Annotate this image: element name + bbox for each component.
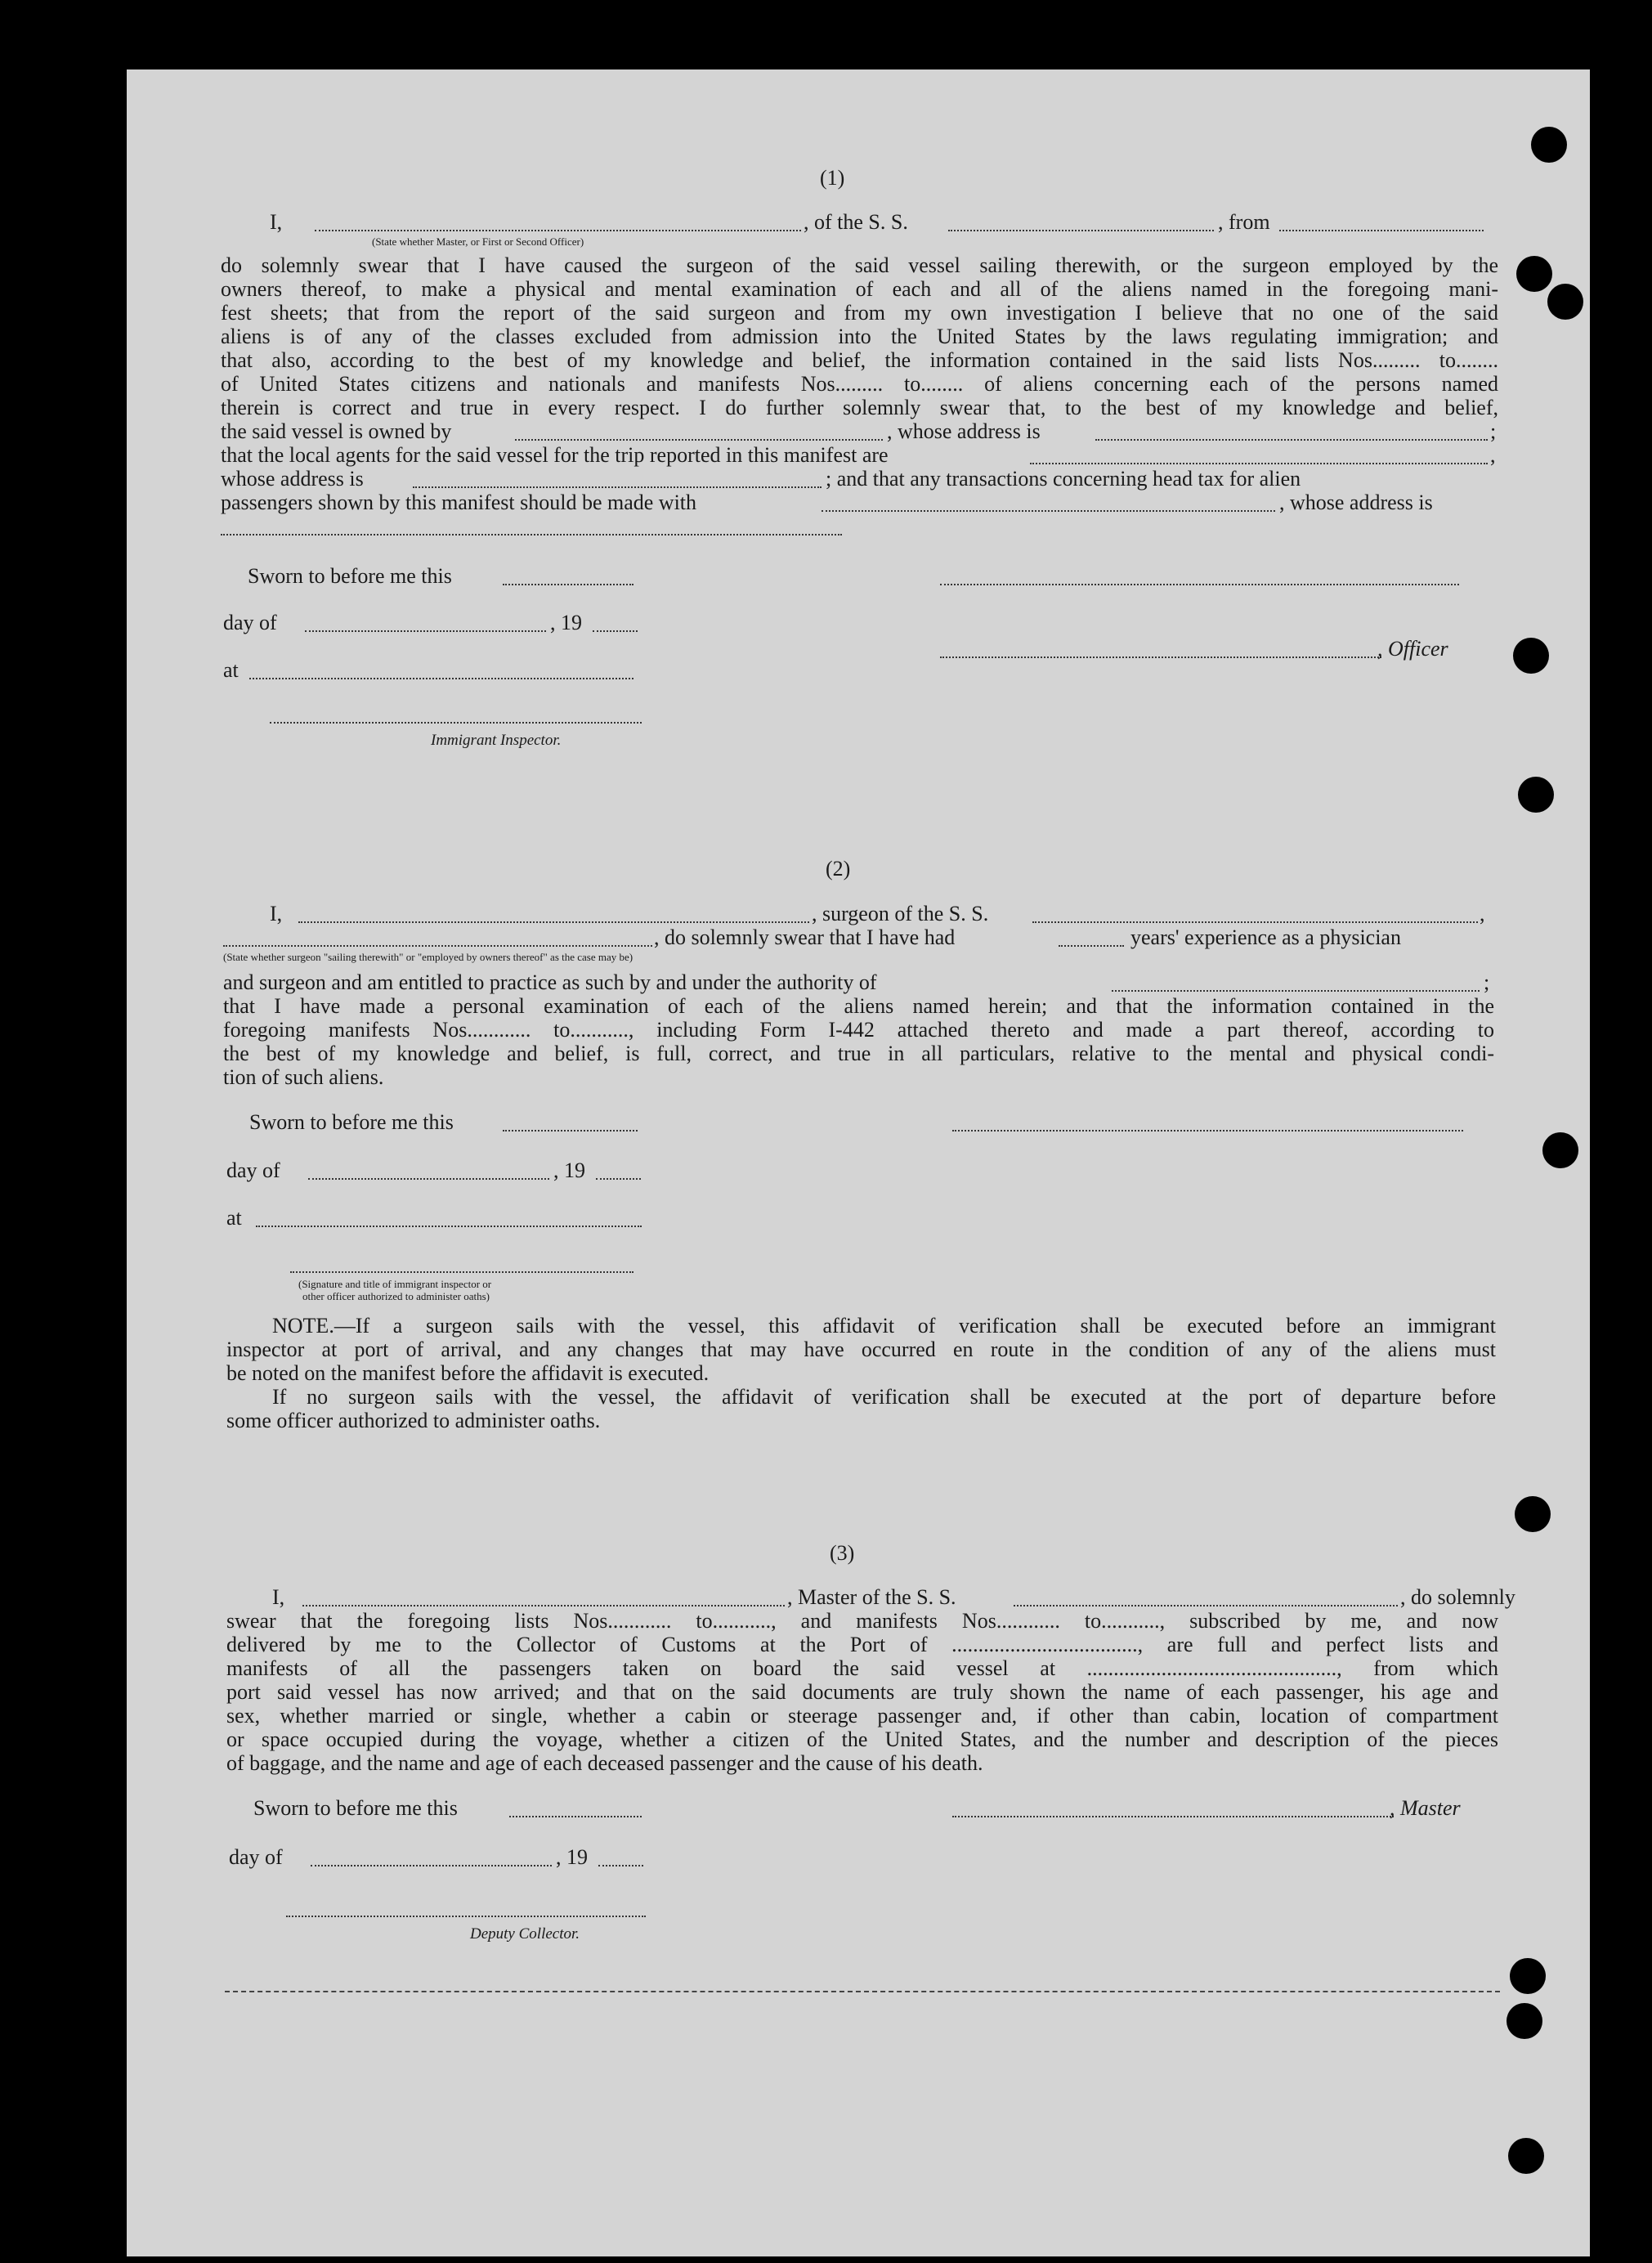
entitled-label: and surgeon and am entitled to practice as such by and under the authority of [223,970,877,994]
sworn-label: Sworn to before me this [249,1110,454,1134]
do-solemnly-label: , do solemnly swear that I have had [654,925,956,949]
signature-hint: other officer authorized to administer oaths) [302,1290,490,1302]
day-of-field[interactable] [308,1178,549,1180]
body-line: or space occupied during the voyage, whether a citizen of the United States, and the number and description of the pieces [226,1727,1498,1751]
year-label: , 19 [553,1158,585,1182]
officer-label: , Officer [1377,637,1448,661]
surgeon-name-field[interactable] [298,921,809,923]
head-tax-label: ; and that any transactions concerning head tax for alien [826,467,1301,491]
manifest-page: (1) I, (State whether Master, or First or Second Officer) , of the S. S. , from do solemnly swear that I have caused the surgeon of the said vessel sailing therewith, or the surgeon employed by the owners thereof, to make a physical and mental examination of each and all of the aliens named in the foregoing mani- fest sheets; that from the report of the said surgeon and from my own investigation I believe that no one of the said aliens is of any of the classes excluded from admission into the United States by the laws regulating immigration; and that also, according to the best of my knowledge and belief, the information contained in the said lists Nos......... to........ of United States citizens and nationals and manifests Nos......... to........ of aliens concerning each of the persons named therein is correct and true in every respect. I do further solemnly swear that, to the best of my knowledge and belief, the said vessel is owned by , whose address is ; that the local agents for the said vessel for the trip reported in this manifest are , whose address is ; and that any transactions concerning head tax for alien passengers shown by this manifest should be made with , whose address is Sworn to before me this day of , 19 , Officer at Immigrant Inspector. (2) I, , surgeon of the S. S. , , do solemnly swear that I have had years' experience as a physician (State whether surgeon "sailing therewith" or "employed by owners thereof" as the case may be) and surgeon and am entitled to practice as such by and under the authority of ; that I have made a personal examination of each of the aliens named herein; and that the information contained in the foregoing manifests Nos............ to..........., including Form I-442 attached thereto and made a part thereof, according to the best of my knowledge and belief, is full, correct, and true in all particulars, relative to the mental and physical condi- tion of such aliens. Sworn to before me this day of , 19 at (Signature and title of immigrant inspector or other officer authorized to administer oaths) NOTE.—If a surgeon sails with the vessel, this affidavit of verification shall be executed before an immigrant inspector at port of arrival, and any changes that may have occurred en route in the condition of any of the aliens must be noted on the manifest before the affidavit is executed. If no surgeon sails with the vessel, the affidavit of verification shall be executed at the port of departure before some officer authorized to administer oaths. (3) I, , Master of the S. S. , do solemnly swear that the foregoing lists Nos............ to..........., and manifests Nos............ to..........., subscribed by me, and now delivered by me to the Collector of Customs at the Port of ..................................., are full and perfect lists and manifests of all the passengers taken on board the said vessel at ..............................................., from which port said vessel has now arrived; and that on the said documents are truly shown the name of each passenger, his age and sex, whether married or single, whether a cabin or steerage passenger and, if other than cabin, location of compartment or space occupied during the voyage, whether a citizen of the United States, and the number and description of the pieces of baggage, and the name and age of each deceased passenger and the cause of his death. Sworn to before me this , Master day of , 19 Deputy Collector. [127,69,1590,2256]
punch-hole [1506,2003,1542,2039]
master-label: , Master [1390,1796,1461,1820]
deputy-signature-field[interactable] [286,1916,646,1917]
year-field[interactable] [598,1865,643,1866]
punch-hole [1513,638,1549,674]
pledge-prefix: I, [270,902,283,925]
signature-field[interactable] [290,1271,633,1273]
passengers-label: passengers shown by this manifest should be made with [221,491,697,514]
owner-address-field[interactable] [1095,439,1488,441]
body-line: port said vessel has now arrived; and that on the said documents are truly shown the name of each passenger, his age and [226,1680,1498,1704]
punch-hole [1516,256,1552,292]
year-label: , 19 [556,1845,588,1869]
body-line: aliens is of any of the classes excluded from admission into the United States by the laws regulating immigration; and [221,325,1498,348]
master-name-field[interactable] [302,1605,785,1607]
body-line: swear that the foregoing lists Nos............ to..........., and manifests Nos............ to..........., subscribed by me, and now [226,1609,1498,1633]
at-field[interactable] [249,678,633,679]
bottom-rule [225,1991,1500,1992]
pledge-prefix: I, [272,1585,285,1609]
note-line: be noted on the manifest before the affidavit is executed. [226,1361,710,1385]
master-ss-label: , Master of the S. S. [787,1585,956,1609]
surgeon-signature-field[interactable] [952,1130,1463,1132]
do-solemnly-label: , do solemnly [1400,1585,1515,1609]
day-of-field[interactable] [305,630,546,632]
body-line: the best of my knowledge and belief, is full, correct, and true in all particulars, relative to the mental and physical condi- [223,1042,1494,1065]
ship-name-field-2[interactable] [1032,921,1478,923]
officer-name-field[interactable] [315,230,801,231]
body-line: tion of such aliens. [223,1065,384,1089]
inspector-signature-field[interactable] [270,722,642,724]
officer-title-field[interactable] [940,656,1381,658]
from-port-field[interactable] [1279,230,1484,231]
section-number: (3) [830,1541,855,1565]
signature-hint: (Signature and title of immigrant inspector or [298,1278,492,1290]
punch-hole [1542,1132,1578,1168]
sworn-label: Sworn to before me this [253,1796,458,1820]
master-signature-field[interactable] [952,1816,1394,1817]
punch-hole [1547,284,1583,320]
year-field[interactable] [596,1178,641,1180]
local-agents-label: that the local agents for the said vessel for the trip reported in this manifest are [221,443,889,467]
authority-field[interactable] [1112,990,1480,992]
years-exp-label: years' experience as a physician [1130,925,1401,949]
inspector-label: Immigrant Inspector. [431,732,562,749]
punch-hole [1515,1496,1551,1532]
day-of-label: day of [226,1158,280,1182]
agent-address-label: whose address is [221,467,364,491]
body-line: therein is correct and true in every respect. I do further solemnly swear that, to the best of my knowledge and belief, [221,396,1498,419]
note-line: If no surgeon sails with the vessel, the affidavit of verification shall be executed at the port of departure before [272,1385,1496,1409]
punch-hole [1508,2138,1544,2174]
year-field[interactable] [593,630,638,632]
officer-signature-field[interactable] [940,584,1459,585]
at-label: at [223,658,239,682]
state-hint: (State whether surgeon "sailing therewith" or "employed by owners thereof" as the case may be) [223,951,633,963]
of-ss-label: , of the S. S. [804,210,908,234]
body-line: of baggage, and the name and age of each deceased passenger and the cause of his death. [226,1751,983,1775]
ship-name-field[interactable] [948,230,1214,231]
punch-hole [1510,1958,1546,1994]
years-field[interactable] [1059,945,1124,947]
ship-name-field-3[interactable] [1014,1605,1398,1607]
pledge-prefix: I, [270,210,283,234]
note-line: NOTE.—If a surgeon sails with the vessel, this affidavit of verification shall be executed before an immigrant [272,1314,1496,1338]
state-hint: (State whether Master, or First or Second Officer) [372,235,584,248]
surgeon-ss-label: , surgeon of the S. S. [812,902,989,925]
body-line: manifests of all the passengers taken on board the said vessel at ..............................................., from which [226,1656,1498,1680]
body-line: delivered by me to the Collector of Customs at the Port of ..................................., are full and perfect lists and [226,1633,1498,1656]
year-label: , 19 [550,611,582,634]
at-label: at [226,1206,242,1230]
head-tax-agent-field[interactable] [822,510,1275,512]
body-line: that also, according to the best of my knowledge and belief, the information contained in the said lists Nos......... to........ [221,348,1498,372]
sworn-date-field[interactable] [503,584,633,585]
agent-address-field[interactable] [413,486,822,488]
punch-hole [1531,127,1567,163]
section-number: (2) [826,857,851,881]
section-number: (1) [820,166,845,190]
owner-field[interactable] [515,439,883,441]
sworn-date-field[interactable] [509,1816,642,1817]
day-of-field[interactable] [311,1865,552,1866]
sworn-date-field[interactable] [503,1130,638,1132]
body-line: foregoing manifests Nos............ to..........., including Form I-442 attached thereto and made a part thereof, according to [223,1018,1494,1042]
body-line: do solemnly swear that I have caused the surgeon of the said vessel sailing therewith, or the surgeon employed by the [221,253,1498,277]
owner-address-label: , whose address is [887,419,1041,443]
punch-hole [1518,777,1554,813]
day-of-label: day of [223,611,277,634]
owned-by-label: the said vessel is owned by [221,419,452,443]
body-line: of United States citizens and nationals and manifests Nos......... to........ of aliens concerning each of the persons named [221,372,1498,396]
at-field[interactable] [256,1226,642,1227]
note-line: some officer authorized to administer oaths. [226,1409,601,1432]
surgeon-status-field[interactable] [223,945,652,947]
local-agents-field[interactable] [1030,463,1488,464]
body-line: sex, whether married or single, whether a cabin or steerage passenger and, if other than cabin, location of compartment [226,1704,1498,1727]
body-line: owners thereof, to make a physical and mental examination of each and all of the aliens named in the foregoing mani- [221,277,1498,301]
body-line: that I have made a personal examination of each of the aliens named herein; and that the information contained in the [223,994,1494,1018]
head-tax-address-label: , whose address is [1279,491,1433,514]
sworn-label: Sworn to before me this [248,564,452,588]
from-label: , from [1218,210,1270,234]
body-line: fest sheets; that from the report of the said surgeon and from my own investigation I believe that no one of the said [221,301,1498,325]
day-of-label: day of [229,1845,283,1869]
head-tax-address-field[interactable] [221,534,842,536]
note-line: inspector at port of arrival, and any changes that may have occurred en route in the condition of any of the aliens must [226,1338,1496,1361]
deputy-label: Deputy Collector. [470,1925,580,1943]
